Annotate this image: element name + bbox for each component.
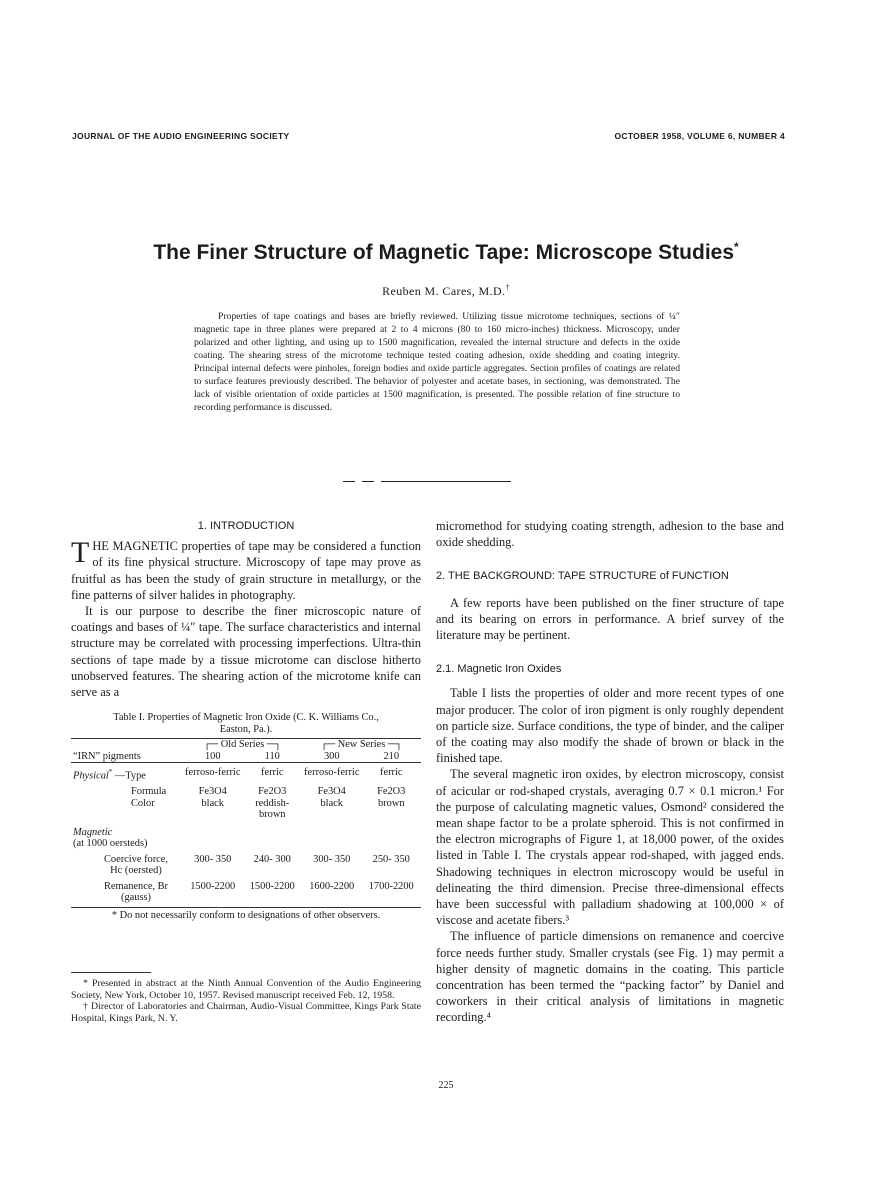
table-row: Remanence, Br (gauss) 1500-2200 1500-2200 1600-2200 1700-2200 [71,877,421,908]
table-row: “IRN” pigments 100 110 300 210 [71,751,421,763]
drop-cap: T [71,536,90,570]
separator-rule-3 [381,481,511,482]
table-row: Magnetic (at 1000 oersteds) [73,826,148,850]
oxides-paragraph-3: The influence of particle dimensions on remanence and coercive force needs further study. Smaller crystals (see Fig. 1) may permit a higher density of magnetic domains in the coating. This particle concentration has been termed the “packing factor” by Daniel and coworkers in their critical analysis of limitations in magnetic recording.⁴ [436,929,784,1025]
subsection-heading-iron-oxides: 2.1. Magnetic Iron Oxides [436,663,562,676]
intro-paragraph-1: THE MAGNETIC properties of tape may be considered a function of its fine physical structure. Microscopy of tape may prove as fruitful as has been the study of grain structure in metallurgy, or the fine patterns of silver halides in photography. [71,536,421,602]
separator-rule-1 [343,481,355,482]
background-paragraph: A few reports have been published on the finer structure of tape and its bearing on errors in performance. A brief survey of the literature may be pertinent. [436,595,784,643]
properties-table [71,739,421,907]
table-group-header: ┌─ Old Series ─┐ ┌─ New Series ─┐ [203,739,403,751]
journal-name: JOURNAL OF THE AUDIO ENGINEERING SOCIETY [72,131,290,141]
intro-paragraph-2: It is our purpose to describe the finer microscopic nature of coatings and bases of ¼″ tape. The surface characteristics and internal structure may be correlated with processing imperfections. Ultra-thin sections of tape made by a tissue microtome can disclose hitherto unobserved features. The shearing action of the microtome knife can serve as a [71,604,421,700]
footnotes [71,978,421,1024]
page-number: 225 [438,1080,454,1091]
table-row: Physical* —Type ferroso-ferric ferric ferroso-ferric ferric [73,767,403,782]
table-row: Color black reddish-brown black brown [131,797,405,821]
oxides-paragraph-2: The several magnetic iron oxides, by electron microscopy, consist of acicular or rod-shaped crystals, averaging 0.7 × 0.1 micron.¹ For the purpose of calculating magnetic values, Osmond² considered the mean shape factor to be a prolate spheroid. This is not confirmed in the electron micrographs of Figure 1, at 18,000 power, of the oxides listed in Table I. The crystals appear rod-shaped, with jagged ends. Shadowing techniques in electron microscopy would be useful in delineating the third dimension. Precise three-dimensional effects have been successful with palladium shadowing at 100,000 × of viscose and acetate fibers.³ [436,767,784,928]
issue-info: OCTOBER 1958, VOLUME 6, NUMBER 4 [614,131,785,141]
table-caption: Table I. Properties of Magnetic Iron Oxide (C. K. Williams Co., Easton, Pa.). [113,712,379,736]
footnote-rule [71,972,151,973]
left-column [71,518,421,922]
table-row: Formula Fe3O4 Fe2O3 Fe3O4 Fe2O3 [131,786,406,798]
author-line: Reuben M. Cares, M.D.† [382,283,510,298]
abstract [194,310,680,414]
section-heading-introduction: 1. INTRODUCTION [197,520,295,532]
paper-title: The Finer Structure of Magnetic Tape: Microscope Studies* [153,240,739,264]
footnote-presented: * Presented in abstract at the Ninth Annual Convention of the Audio Engineering Society, New York, October 10, 1957. Revised manuscript received Feb. 12, 1958. [71,978,421,1001]
footnote-author: † Director of Laboratories and Chairman, Audio-Visual Committee, Kings Park State Hospital, Kings Park, N. Y. [71,1001,421,1024]
section-heading-background: 2. THE BACKGROUND: TAPE STRUCTURE of FUNCTION [436,570,729,583]
table-row: Coercive force, Hc (oersted) 300- 350 240- 300 300- 350 250- 350 [103,853,410,877]
right-column [436,518,784,1026]
table-footnote: * Do not necessarily conform to designations of other observers. [111,909,381,921]
separator-rule-2 [362,481,374,482]
oxides-paragraph-1: Table I lists the properties of older and more recent types of one major producer. The color of iron pigment is only roughly dependent on particle size. Surface conditions, the type of binder, and the caliper of the coating may also modify the shade of brown or black in the finished tape. [436,686,784,766]
continued-paragraph: micromethod for studying coating strength, adhesion to the base and oxide shedding. [436,519,784,550]
abstract-text: Properties of tape coatings and bases are briefly reviewed. Utilizing tissue microtome techniques, sections of ¼″ magnetic tape in three planes were prepared at 2 to 4 microns (80 to 160 micro-inches) thickness. Microscopy, under polarized and other lighting, and using up to 1500 magnification, revealed the internal structure and defects in the oxide coating. The shearing stress of the microtome technique tested coating adhesion, oxide shedding and coating integrity. Principal internal defects were pinholes, foreign bodies and oxide particle aggregates. Section profiles of coatings are related to surface features previously described. The behavior of polyester and acetate bases, in sectioning, was demonstrated. The lack of visible orientation of oxide particles at 1500 magnification, is presented. The possible relation of fine structure to recording performance is discussed. [194,311,680,413]
